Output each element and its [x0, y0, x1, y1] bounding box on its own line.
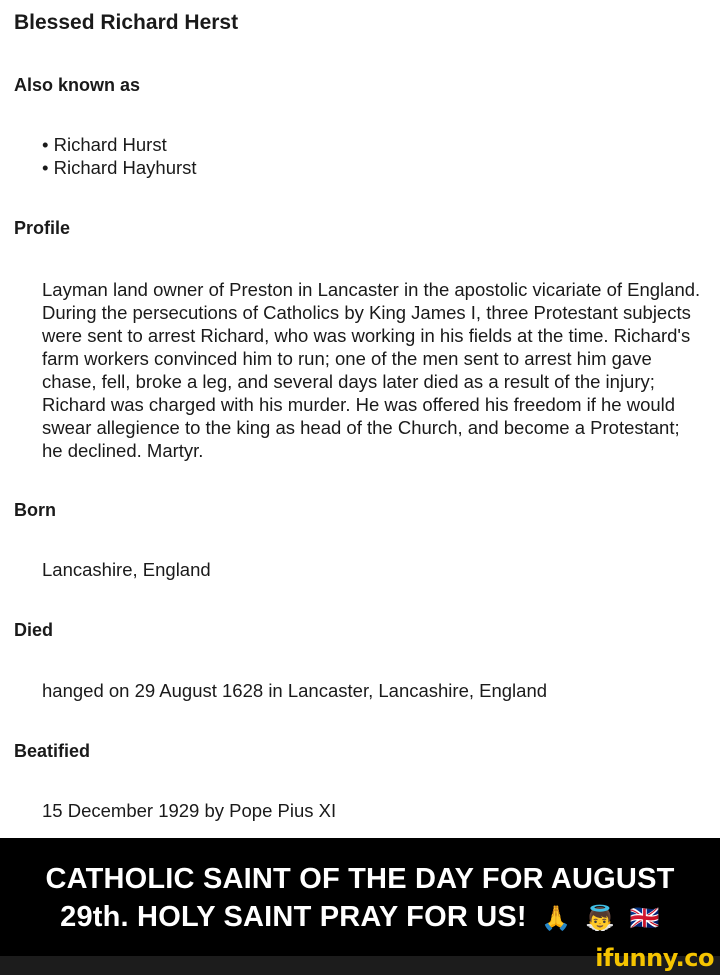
list-item: • Richard Hurst: [42, 133, 197, 156]
page-title: Blessed Richard Herst: [14, 11, 239, 34]
praying-hands-icon: 🙏: [541, 904, 572, 933]
caption-line-2: 29th. HOLY SAINT PRAY FOR US!: [60, 901, 527, 933]
beatified-heading: Beatified: [14, 741, 91, 761]
born-text: Lancashire, England: [42, 559, 211, 580]
caption-line-1: CATHOLIC SAINT OF THE DAY FOR AUGUST: [45, 863, 675, 895]
beatified-text: 15 December 1929 by Pope Pius XI: [42, 800, 337, 821]
also-known-as-heading: Also known as: [14, 75, 141, 95]
angel-icon: 👼: [585, 904, 616, 933]
list-item: • Richard Hayhurst: [42, 156, 197, 179]
died-heading: Died: [14, 620, 54, 640]
born-heading: Born: [14, 500, 56, 520]
caption-text: [0, 838, 720, 937]
died-text: hanged on 29 August 1628 in Lancaster, Lancashire, England: [42, 680, 548, 701]
profile-text: Layman land owner of Preston in Lancaster in the apostolic vicariate of England. During the persecutions of Catholics by King James I, three Protestant subjects were sent to arrest Richard, who was working in his fields at the time. Richard's farm workers convinced him to run; one of the men sent to arrest him gave chase, fell, broke a leg, and several days later died as a result of the injury; Richard was charged with his murder. He was offered his freedom if he would swear allegience to the king as head of the Church, and become a Protestant; he declined. Martyr.: [42, 279, 701, 461]
meme-caption: [0, 838, 720, 956]
uk-flag-icon: 🇬🇧: [629, 904, 660, 933]
ifunny-watermark[interactable]: ifunny.co: [595, 944, 714, 972]
also-known-as-list: [42, 133, 197, 179]
profile-heading: Profile: [14, 218, 71, 238]
